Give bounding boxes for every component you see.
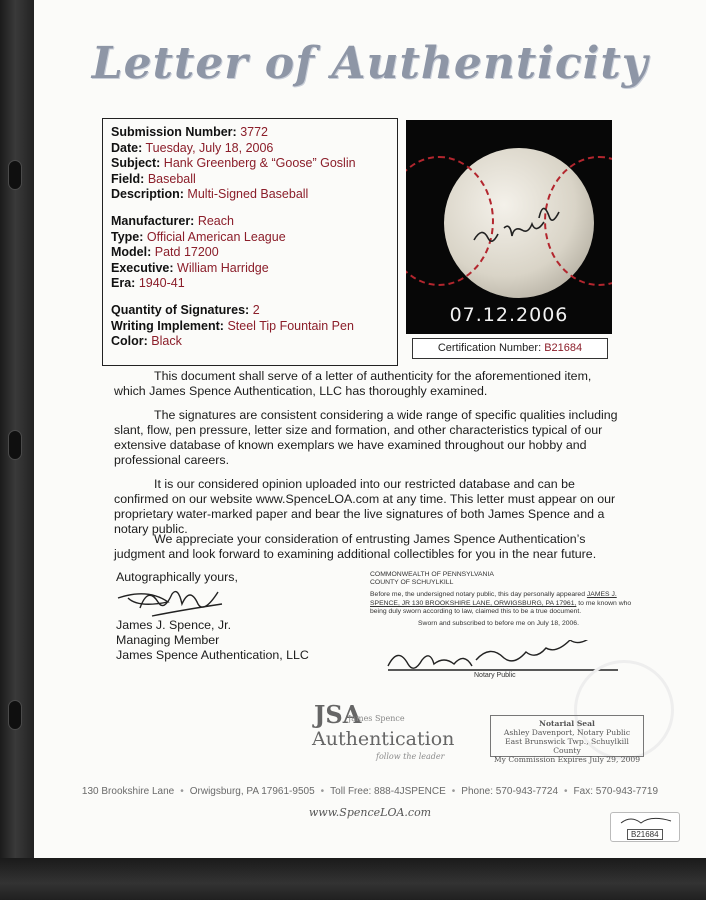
sticker-number: B21684 <box>627 829 663 840</box>
signer-name: James J. Spence, Jr. <box>116 618 232 632</box>
baseball-photo <box>406 120 612 334</box>
page-title: Letter of Authenticity <box>91 38 649 89</box>
binder-sleeve-left <box>0 0 34 900</box>
quantity-row: Quantity of Signatures: 2 <box>111 302 260 317</box>
date-row: Date: Tuesday, July 18, 2006 <box>111 140 274 155</box>
closing-text: Autographically yours, <box>116 570 238 584</box>
letter-page <box>34 0 706 858</box>
executive-row: Executive: William Harridge <box>111 260 269 275</box>
color-row: Color: Black <box>111 334 182 349</box>
spence-signature-image <box>112 578 252 624</box>
notarial-seal-stamp: Notarial Seal Ashley Davenport, Notary Public East Brunswick Twp., Schuylkill County My Commission Expires July 29, 2009 <box>490 715 644 757</box>
signer-role: Managing Member <box>116 633 220 647</box>
subject-row: Subject: Hank Greenberg & “Goose” Goslin <box>111 156 356 171</box>
baseball-image <box>444 148 594 298</box>
binder-sleeve-bottom <box>0 858 706 900</box>
footer-contact-line: 130 Brookshire Lane • Orwigsburg, PA 17961-9505 • Toll Free: 888-4JSPENCE • Phone: 570-943-7724 • Fax: 570-943-7719 <box>81 786 659 797</box>
submission-number-row: Submission Number: 3772 <box>111 125 269 139</box>
punch-hole <box>8 700 22 730</box>
description-row: Description: Multi-Signed Baseball <box>111 187 309 202</box>
certification-number-box: Certification Number: B21684 <box>412 338 608 359</box>
model-row: Model: Patd 17200 <box>111 245 219 260</box>
sworn-line: Sworn and subscribed to before me on July 18, 2006. <box>418 620 579 628</box>
notary-public-label: Notary Public <box>474 672 516 679</box>
submission-info-box <box>102 118 398 366</box>
manufacturer-row: Manufacturer: Reach <box>111 213 234 228</box>
implement-row: Writing Implement: Steel Tip Fountain Pen <box>111 318 354 333</box>
notary-block: COMMONWEALTH OF PENNSYLVANIA COUNTY OF SCHUYLKILL Before me, the undersigned notary public, this day personally appeared JAMES J. SPENCE, JR 130 BROOKSHIRE LANE, ORWIGSBURG, PA 17961, to me known who being duly sworn according to law, claimed this to be a true document. Sworn and subscribed to before me on July 18, 2006. <box>370 571 638 628</box>
paragraph-1: This document shall serve of a letter of authenticity for the aforementioned item, which James Spence Authentication, LLC has thoroughly examined. <box>114 369 592 398</box>
paragraph-4: We appreciate your consideration of entrusting James Spence Authentication’s judgment and look forward to examining additional collectibles for you in the near future. <box>114 532 597 561</box>
footer-website: www.SpenceLOA.com <box>308 806 432 819</box>
jsa-logo: JSA James Spence Authentication follow the leader <box>312 700 455 761</box>
punch-hole <box>8 430 22 460</box>
photo-date-stamp: 07.12.2006 <box>449 304 569 326</box>
signer-company: James Spence Authentication, LLC <box>116 648 309 662</box>
goslin-signature-image <box>444 148 594 298</box>
hologram-sticker <box>610 812 680 842</box>
punch-hole <box>8 160 22 190</box>
type-row: Type: Official American League <box>111 229 286 244</box>
paragraph-2: The signatures are consistent considering a wide range of specific qualities including slant, flow, pen pressure, letter size and formation, and other characteristics typical of our extensive database of known exemplars we have examined throughout our hobby and professional careers. <box>114 408 618 467</box>
era-row: Era: 1940-41 <box>111 276 185 291</box>
paragraph-3: It is our considered opinion uploaded into our restricted database and can be confirmed on our website www.SpenceLOA.com at any time. This letter must appear on our proprietary water-marked paper and bear the live signatures of both James Spence and a notary public. <box>114 477 616 536</box>
field-row: Field: Baseball <box>111 171 196 186</box>
